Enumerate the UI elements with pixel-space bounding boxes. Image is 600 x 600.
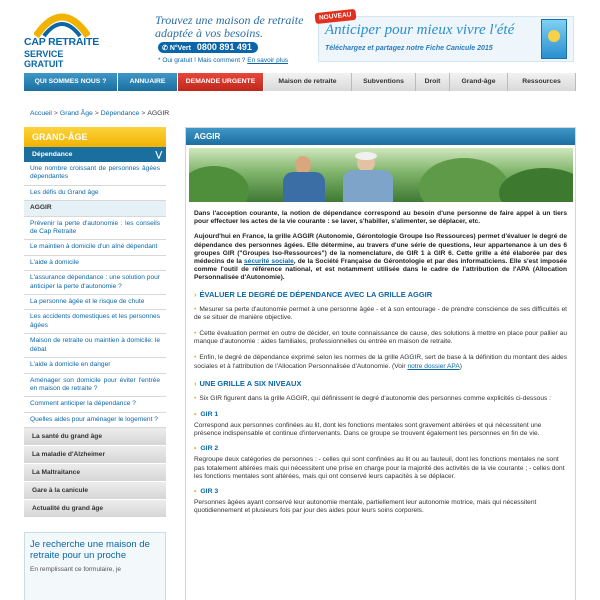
paragraph-text: Enfin, le degré de dépendance exprimé selon les normes de la grille AGGIR, sert de base à la définition du montant des aides sociales et à l'attribution de l'Allocation Personnalisée d'Autonomie. (Voir [194,354,567,370]
page-title: AGGIR [186,128,575,145]
sidebar-section-label: Dépendance [32,151,73,158]
free-text: * Oui gratuit ! Mais comment ? [158,57,246,64]
seniors-photo [189,148,573,202]
section-title-evaluer [194,290,567,299]
intro-text-end: , de la Société Française de Gérontologie et par des informaticiens. Elle s'est imposée comme l'outil de référence national, et est notamment utilisée dans le cadre de l'attribution de l'APA (Allocation Personnalisée d'Autonomie). [194,258,567,282]
logo-subtitle: SERVICE GRATUIT [24,49,64,69]
bullet-icon: • [194,305,197,313]
main-content [185,127,576,600]
brochure-icon [541,19,567,59]
photo-foliage [419,158,509,202]
site-header [0,0,600,72]
chevron-down-icon: ⋁ [155,150,162,159]
sidebar-category-maltraitance[interactable]: La Maltraitance [24,464,166,482]
bullet-icon: • [194,354,197,362]
arrow-right-icon: › [194,378,197,388]
sidebar-item-active[interactable]: AGGIR [24,201,166,216]
intro-paragraph-aggir [194,233,567,282]
phone-icon: ✆ [162,45,168,52]
paragraph-text: Six GIR figurent dans la grille AGGIR, qui définissent le degré d'autonomie des personnes comme explicités ci-dessous : [199,394,551,402]
bullet-icon: • [194,411,197,419]
breadcrumb-dependance[interactable]: Dépendance [100,110,140,117]
dossier-apa-link[interactable]: notre dossier APA [407,362,460,370]
gir-3-title [194,488,567,495]
canicule-banner[interactable] [318,11,574,62]
sidebar-item[interactable]: Comment anticiper la dépendance ? [24,397,166,412]
gir-2-text: Regroupe deux catégories de personnes : - celles qui sont confinées au lit ou au fauteuil, dont les fonctions mentales ne sont pas totalement altérées mais qui nécessitent une prise en charge pour la majorité des activités de la vie courante ; - celles dont les fonctions mentales sont altérées, mais qui ont conservé leurs capacités à se déplacer. [194,456,565,480]
securite-sociale-link[interactable]: sécurité sociale [243,258,294,266]
sidebar-item[interactable]: Une nombre croissant de personnes âgées dépendantes [24,162,166,186]
breadcrumb [30,110,169,117]
gir-1-title [194,411,567,418]
paragraph-text: Cette évaluation permet en outre de décider, en toute connaissance de cause, des solutions à mettre en place pour pallier au manque d'autonomie : aides familiales, professionnelles ou entrée en maison de retraite. [194,330,567,346]
sidebar-section-dependance[interactable] [24,147,166,162]
breadcrumb-grand-age[interactable]: Grand Âge [59,110,93,117]
paragraph [194,330,567,346]
breadcrumb-separator: > [141,110,146,117]
bullet-icon: • [194,488,197,496]
new-badge: NOUVEAU [315,9,356,24]
intro-paragraph: Dans l'acception courante, la notion de dépendance correspond au besoin d'une personne de faire appel à un tiers pour effectuer les actes de la vie courante : se laver, s'habiller, s'alimenter, se déplacer, etc. [194,210,567,226]
phone-badge[interactable] [158,42,258,53]
paragraph-text-end: ) [459,362,462,370]
sidebar-category-actualite[interactable]: Actualité du grand âge [24,500,166,518]
paragraph-text: Mesurer sa perte d'autonomie permet à une personne âgée - et à son entourage - de prendre conscience de ses difficultés et de se situer de manière objective. [194,305,567,321]
nav-annuaire[interactable]: ANNUAIRE [118,73,178,91]
sidebar-category-canicule[interactable]: Gare à la canicule [24,482,166,500]
nav-demande-urgente[interactable]: DEMANDE URGENTE [178,73,264,91]
sidebar-title: GRAND-ÂGE [24,127,166,147]
photo-person [339,152,395,202]
main-nav [24,73,576,91]
photo-person-hair [355,152,377,160]
sidebar [24,127,166,600]
request-box-text: En remplissant ce formulaire, je [30,566,122,574]
photo-foliage [499,168,573,202]
gir-2-title [194,445,567,452]
free-service-line [158,57,288,64]
sidebar-item[interactable]: L'aide à domicile [24,256,166,271]
breadcrumb-current: AGGIR [147,110,170,117]
nav-ressources[interactable]: Ressources [508,73,576,91]
sidebar-item[interactable]: La personne âgée et le risque de chute [24,295,166,310]
sidebar-item[interactable]: Aménager son domicile pour éviter l'entrée en maison de retraite ? [24,374,166,398]
breadcrumb-accueil[interactable]: Accueil [30,110,52,117]
sidebar-item[interactable]: Quelles aides pour aménager le logement ? [24,413,166,428]
sidebar-category-alzheimer[interactable]: La maladie d'Alzheimer [24,446,166,464]
sidebar-item[interactable]: Maison de retraite ou maintien à domicile: le débat [24,334,166,358]
photo-person-body [283,172,325,202]
paragraph [194,306,567,322]
photo-foliage [189,166,249,202]
logo-name: CAP RETRAITE [24,36,99,48]
sidebar-item[interactable]: L'assurance dépendance : une solution pour anticiper la perte d'autonomie ? [24,271,166,295]
nav-qui-sommes-nous[interactable]: QUI SOMMES NOUS ? [24,73,118,91]
nav-grand-age[interactable]: Grand-âge [450,73,508,91]
search-request-box[interactable] [24,532,166,600]
phone-number: 0800 891 491 [196,42,252,52]
bullet-icon: • [194,445,197,453]
sidebar-item[interactable]: Prévenir la perte d'autonomie : les conseils de Cap Retraite [24,217,166,241]
section-title-text: UNE GRILLE A SIX NIVEAUX [199,378,302,388]
photo-person [281,154,327,202]
gir-title-text: GIR 3 [200,488,219,496]
breadcrumb-separator: > [53,110,58,117]
paragraph [194,354,567,370]
bullet-icon: • [194,330,197,338]
gir-1-text: Correspond aux personnes confinées au lit, dont les fonctions mentales sont gravement altérées et qui nécessitent une présence indispensable et continue d'intervenants. Dans ce groupe se trouvent également les personnes en fin de vie. [194,422,542,438]
bullet-icon: • [194,394,197,402]
sidebar-item[interactable]: L'aide à domicile en danger [24,358,166,373]
nav-maison-de-retraite[interactable]: Maison de retraite [264,73,352,91]
cap-retraite-logo[interactable] [24,6,102,69]
nav-subventions[interactable]: Subventions [352,73,416,91]
sidebar-category-sante[interactable]: La santé du grand âge [24,428,166,446]
sidebar-item[interactable]: Le maintien à domicile d'un aîné dépendant [24,240,166,255]
banner-subtitle: Téléchargez et partagez notre Fiche Canicule 2015 [325,45,493,52]
tagline: Trouvez une maison de retraite adaptée à vos besoins. [155,13,304,40]
gir-title-text: GIR 1 [200,411,219,419]
nav-droit[interactable]: Droit [416,73,450,91]
section-title-six-niveaux [194,379,567,388]
paragraph [194,395,567,403]
phone-label: N°Vert [169,45,191,52]
arrow-right-icon: › [194,289,197,299]
section-title-text: ÉVALUER LE DEGRÉ DE DÉPENDANCE AVEC LA GRILLE AGGIR [199,289,433,299]
learn-more-link[interactable]: En savoir plus [247,57,289,64]
sidebar-item[interactable]: Les accidents domestiques et les personnes âgées [24,310,166,334]
breadcrumb-separator: > [94,110,99,117]
banner-title: Anticiper pour mieux vivre l'été [325,22,515,38]
intro-text: Aujourd'hui en France, la grille AGGIR (Autonomie, Gérontologie Groupe Iso Ressources) permet d'évaluer le degré de dépendance des personnes âgées. Elle détermine, au travers d'une série de questions, leur appartenance à un des 6 groupes GIR ("Groupes Iso-Ressources") de la nomenclature, de GIR 1 à GIR 6. Cette grille a été élaborée par des médecins de la [194,233,567,266]
photo-person-body [343,170,393,202]
gir-3-text: Personnes âgées ayant conservé leur autonomie mentale, partiellement leur autonomie motrice, mais qui nécessitent quotidiennement et plusieurs fois par jour des aides pour leurs soins corporels. [194,499,537,515]
request-box-title: Je recherche une maison de retraite pour un proche [30,539,150,562]
sidebar-item[interactable]: Les défis du Grand âge [24,186,166,201]
article-body [186,202,575,515]
gir-title-text: GIR 2 [200,445,219,453]
logo-arch-icon [34,6,90,38]
